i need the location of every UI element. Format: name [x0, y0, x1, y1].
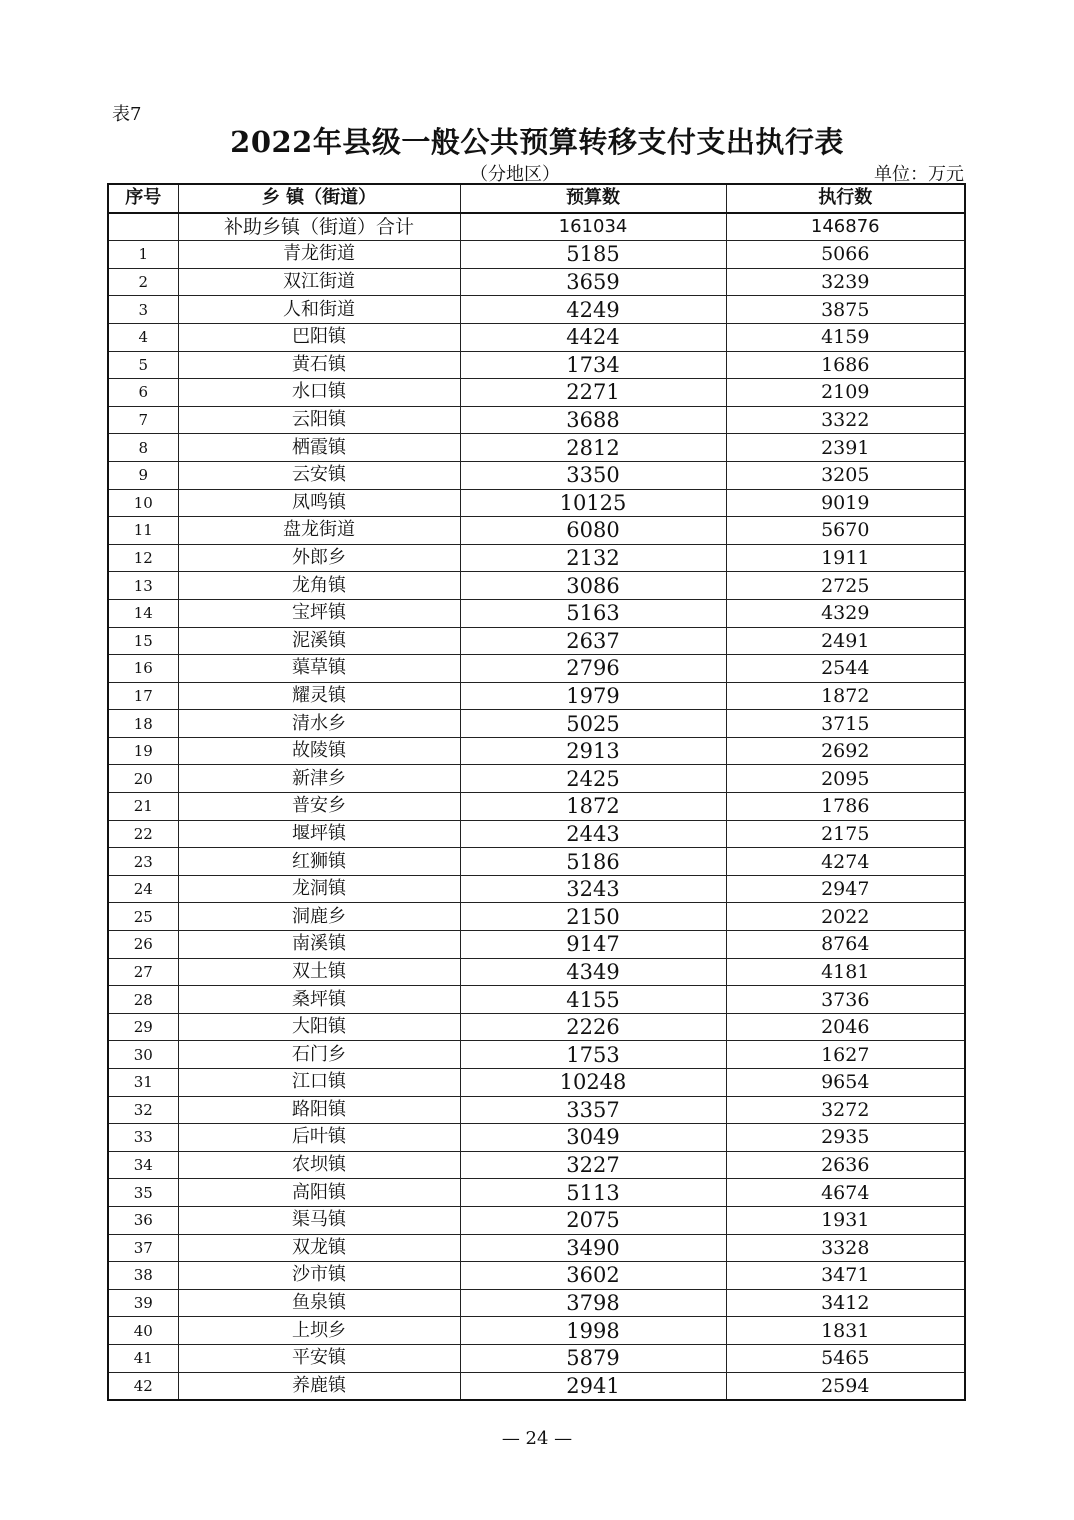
row-index: 29	[108, 1013, 178, 1041]
page-number: — 24 —	[501, 1428, 573, 1449]
column-header-executed: 执行数	[726, 184, 965, 213]
executed-value: 1786	[726, 793, 965, 821]
table-row	[108, 820, 965, 848]
budget-value: 1753	[460, 1041, 726, 1069]
town-name: 渠马镇	[178, 1206, 460, 1234]
executed-value: 3412	[726, 1289, 965, 1317]
row-index: 19	[108, 737, 178, 765]
budget-value: 2941	[460, 1372, 726, 1400]
row-index: 25	[108, 903, 178, 931]
row-index: 16	[108, 655, 178, 683]
town-name: 青龙街道	[178, 241, 460, 269]
town-name: 清水乡	[178, 710, 460, 738]
row-index: 21	[108, 793, 178, 821]
table-row	[108, 875, 965, 903]
total-row	[108, 213, 965, 241]
executed-value: 3875	[726, 296, 965, 324]
executed-value: 4274	[726, 848, 965, 876]
town-name: 后叶镇	[178, 1124, 460, 1152]
budget-value: 2425	[460, 765, 726, 793]
table-row	[108, 710, 965, 738]
table-row	[108, 1179, 965, 1207]
row-index: 36	[108, 1206, 178, 1234]
row-index: 34	[108, 1151, 178, 1179]
row-index: 3	[108, 296, 178, 324]
row-index: 30	[108, 1041, 178, 1069]
budget-value: 3086	[460, 572, 726, 600]
row-index: 15	[108, 627, 178, 655]
budget-value: 1998	[460, 1317, 726, 1345]
column-header-index: 序号	[108, 184, 178, 213]
executed-value: 2391	[726, 434, 965, 462]
budget-value: 5113	[460, 1179, 726, 1207]
table-row	[108, 489, 965, 517]
town-name: 耀灵镇	[178, 682, 460, 710]
town-name: 新津乡	[178, 765, 460, 793]
table-row	[108, 1041, 965, 1069]
table-row	[108, 1262, 965, 1290]
table-row	[108, 848, 965, 876]
table-row	[108, 958, 965, 986]
budget-value: 2796	[460, 655, 726, 683]
budget-value: 2150	[460, 903, 726, 931]
executed-value: 3322	[726, 406, 965, 434]
executed-value: 5066	[726, 241, 965, 269]
budget-value: 2812	[460, 434, 726, 462]
table-row	[108, 931, 965, 959]
table-row	[108, 1124, 965, 1152]
row-index: 37	[108, 1234, 178, 1262]
table-header-row	[108, 184, 965, 213]
row-index: 18	[108, 710, 178, 738]
budget-value: 3798	[460, 1289, 726, 1317]
table-row	[108, 1317, 965, 1345]
executed-value: 4674	[726, 1179, 965, 1207]
town-name: 堰坪镇	[178, 820, 460, 848]
table-row	[108, 323, 965, 351]
executed-value: 2935	[726, 1124, 965, 1152]
table-row	[108, 793, 965, 821]
row-index: 42	[108, 1372, 178, 1400]
budget-value: 4249	[460, 296, 726, 324]
town-name: 盘龙街道	[178, 517, 460, 545]
table-row	[108, 1013, 965, 1041]
row-index: 35	[108, 1179, 178, 1207]
budget-value: 1872	[460, 793, 726, 821]
page-title: 2022年县级一般公共预算转移支付支出执行表	[230, 125, 844, 159]
town-name: 双土镇	[178, 958, 460, 986]
town-name: 水口镇	[178, 379, 460, 407]
budget-value: 3049	[460, 1124, 726, 1152]
table-row	[108, 682, 965, 710]
executed-value: 4159	[726, 323, 965, 351]
table-row	[108, 461, 965, 489]
executed-value: 3471	[726, 1262, 965, 1290]
town-name: 养鹿镇	[178, 1372, 460, 1400]
table-row	[108, 1372, 965, 1400]
row-index: 17	[108, 682, 178, 710]
town-name: 沙市镇	[178, 1262, 460, 1290]
table-row	[108, 1206, 965, 1234]
total-index-cell	[108, 213, 178, 241]
budget-value: 5186	[460, 848, 726, 876]
table-row	[108, 544, 965, 572]
town-name: 大阳镇	[178, 1013, 460, 1041]
budget-value: 5163	[460, 599, 726, 627]
budget-value: 10125	[460, 489, 726, 517]
budget-value: 5025	[460, 710, 726, 738]
executed-value: 3272	[726, 1096, 965, 1124]
town-name: 龙洞镇	[178, 875, 460, 903]
town-name: 桑坪镇	[178, 986, 460, 1014]
executed-value: 2594	[726, 1372, 965, 1400]
executed-value: 1931	[726, 1206, 965, 1234]
executed-value: 2725	[726, 572, 965, 600]
table-row	[108, 379, 965, 407]
executed-value: 1627	[726, 1041, 965, 1069]
row-index: 40	[108, 1317, 178, 1345]
budget-value: 2132	[460, 544, 726, 572]
budget-value: 2226	[460, 1013, 726, 1041]
executed-value: 3736	[726, 986, 965, 1014]
table-row	[108, 268, 965, 296]
executed-value: 4329	[726, 599, 965, 627]
executed-value: 5670	[726, 517, 965, 545]
transfer-payment-table	[107, 183, 966, 1401]
budget-value: 1734	[460, 351, 726, 379]
town-name: 高阳镇	[178, 1179, 460, 1207]
executed-value: 1872	[726, 682, 965, 710]
row-index: 23	[108, 848, 178, 876]
executed-value: 2095	[726, 765, 965, 793]
row-index: 1	[108, 241, 178, 269]
budget-value: 4349	[460, 958, 726, 986]
budget-value: 3602	[460, 1262, 726, 1290]
row-index: 20	[108, 765, 178, 793]
row-index: 32	[108, 1096, 178, 1124]
town-name: 人和街道	[178, 296, 460, 324]
executed-value: 2544	[726, 655, 965, 683]
town-name: 石门乡	[178, 1041, 460, 1069]
town-name: 凤鸣镇	[178, 489, 460, 517]
row-index: 33	[108, 1124, 178, 1152]
table-row	[108, 351, 965, 379]
table-row	[108, 1151, 965, 1179]
town-name: 农坝镇	[178, 1151, 460, 1179]
budget-value: 9147	[460, 931, 726, 959]
executed-value: 9654	[726, 1069, 965, 1097]
table-row	[108, 903, 965, 931]
executed-value: 8764	[726, 931, 965, 959]
total-budget: 161034	[460, 213, 726, 241]
town-name: 双龙镇	[178, 1234, 460, 1262]
budget-value: 3350	[460, 461, 726, 489]
table-row	[108, 765, 965, 793]
table-row	[108, 1344, 965, 1372]
budget-value: 5185	[460, 241, 726, 269]
town-name: 鱼泉镇	[178, 1289, 460, 1317]
total-executed: 146876	[726, 213, 965, 241]
row-index: 7	[108, 406, 178, 434]
table-row	[108, 599, 965, 627]
town-name: 红狮镇	[178, 848, 460, 876]
town-name: 普安乡	[178, 793, 460, 821]
budget-value: 2443	[460, 820, 726, 848]
budget-value: 10248	[460, 1069, 726, 1097]
executed-value: 1686	[726, 351, 965, 379]
table-row	[108, 572, 965, 600]
table-row	[108, 1096, 965, 1124]
row-index: 5	[108, 351, 178, 379]
row-index: 26	[108, 931, 178, 959]
executed-value: 1831	[726, 1317, 965, 1345]
executed-value: 2947	[726, 875, 965, 903]
town-name: 南溪镇	[178, 931, 460, 959]
town-name: 泥溪镇	[178, 627, 460, 655]
town-name: 江口镇	[178, 1069, 460, 1097]
budget-value: 1979	[460, 682, 726, 710]
table-row	[108, 434, 965, 462]
table-row	[108, 296, 965, 324]
budget-value: 3659	[460, 268, 726, 296]
executed-value: 5465	[726, 1344, 965, 1372]
executed-value: 1911	[726, 544, 965, 572]
executed-value: 3205	[726, 461, 965, 489]
budget-value: 3357	[460, 1096, 726, 1124]
row-index: 24	[108, 875, 178, 903]
town-name: 云安镇	[178, 461, 460, 489]
total-label: 补助乡镇（街道）合计	[178, 213, 460, 241]
row-index: 38	[108, 1262, 178, 1290]
town-name: 宝坪镇	[178, 599, 460, 627]
budget-value: 3227	[460, 1151, 726, 1179]
executed-value: 2109	[726, 379, 965, 407]
town-name: 黄石镇	[178, 351, 460, 379]
row-index: 4	[108, 323, 178, 351]
row-index: 14	[108, 599, 178, 627]
town-name: 上坝乡	[178, 1317, 460, 1345]
budget-value: 3688	[460, 406, 726, 434]
budget-value: 6080	[460, 517, 726, 545]
town-name: 平安镇	[178, 1344, 460, 1372]
town-name: 外郎乡	[178, 544, 460, 572]
table-label: 表7	[112, 104, 142, 125]
column-header-town: 乡 镇（街道）	[178, 184, 460, 213]
town-name: 蕖草镇	[178, 655, 460, 683]
row-index: 6	[108, 379, 178, 407]
executed-value: 3715	[726, 710, 965, 738]
table-row	[108, 1069, 965, 1097]
unit-label: 单位：万元	[874, 164, 964, 185]
column-header-budget: 预算数	[460, 184, 726, 213]
town-name: 故陵镇	[178, 737, 460, 765]
budget-value: 2913	[460, 737, 726, 765]
row-index: 12	[108, 544, 178, 572]
table-row	[108, 1289, 965, 1317]
row-index: 22	[108, 820, 178, 848]
table-row	[108, 241, 965, 269]
executed-value: 2636	[726, 1151, 965, 1179]
row-index: 8	[108, 434, 178, 462]
town-name: 巴阳镇	[178, 323, 460, 351]
budget-value: 2637	[460, 627, 726, 655]
table-row	[108, 517, 965, 545]
town-name: 栖霞镇	[178, 434, 460, 462]
row-index: 41	[108, 1344, 178, 1372]
town-name: 洞鹿乡	[178, 903, 460, 931]
table-row	[108, 986, 965, 1014]
table-row	[108, 737, 965, 765]
town-name: 双江街道	[178, 268, 460, 296]
row-index: 31	[108, 1069, 178, 1097]
town-name: 路阳镇	[178, 1096, 460, 1124]
page-subtitle: （分地区）	[470, 164, 560, 185]
executed-value: 2046	[726, 1013, 965, 1041]
row-index: 9	[108, 461, 178, 489]
table-row	[108, 1234, 965, 1262]
row-index: 10	[108, 489, 178, 517]
town-name: 云阳镇	[178, 406, 460, 434]
executed-value: 3239	[726, 268, 965, 296]
row-index: 11	[108, 517, 178, 545]
table-row	[108, 406, 965, 434]
executed-value: 9019	[726, 489, 965, 517]
executed-value: 2692	[726, 737, 965, 765]
table-row	[108, 627, 965, 655]
budget-value: 2075	[460, 1206, 726, 1234]
executed-value: 2022	[726, 903, 965, 931]
table-row	[108, 655, 965, 683]
town-name: 龙角镇	[178, 572, 460, 600]
budget-value: 3243	[460, 875, 726, 903]
budget-value: 4155	[460, 986, 726, 1014]
executed-value: 3328	[726, 1234, 965, 1262]
row-index: 28	[108, 986, 178, 1014]
budget-value: 2271	[460, 379, 726, 407]
row-index: 27	[108, 958, 178, 986]
budget-value: 4424	[460, 323, 726, 351]
executed-value: 2491	[726, 627, 965, 655]
row-index: 2	[108, 268, 178, 296]
budget-value: 5879	[460, 1344, 726, 1372]
executed-value: 4181	[726, 958, 965, 986]
row-index: 13	[108, 572, 178, 600]
budget-value: 3490	[460, 1234, 726, 1262]
row-index: 39	[108, 1289, 178, 1317]
executed-value: 2175	[726, 820, 965, 848]
